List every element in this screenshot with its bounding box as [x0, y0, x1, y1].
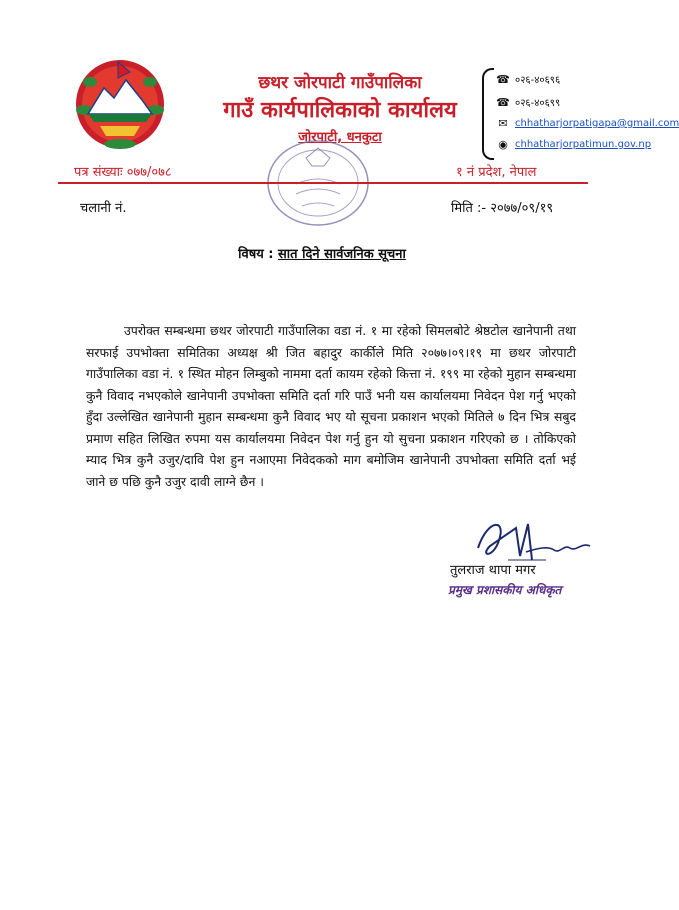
- contact-bracket: [482, 68, 494, 160]
- signer-name: तुलराज थापा मगर: [450, 563, 536, 578]
- office-name: गाउँ कार्यपालिकाको कार्यालय: [223, 98, 457, 123]
- reference-number: पत्र संख्याः ०७७/०७८: [74, 165, 172, 180]
- subject-text: सात दिने सार्वजनिक सूचना: [278, 247, 406, 262]
- phone-icon: ☎: [496, 72, 510, 86]
- office-location: जोरपाटी, धनकुटा: [298, 130, 382, 145]
- municipality-name: छथर जोरपाटी गाउँपालिका: [258, 73, 422, 93]
- contact-email[interactable]: ✉ chhatharjorpatigapa@gmail.com: [496, 117, 679, 130]
- nepal-emblem-logo: [66, 52, 174, 152]
- letter-body: [86, 320, 576, 492]
- header-divider: [58, 182, 588, 184]
- subject-line: [160, 244, 484, 262]
- phone-icon: ☎: [496, 95, 510, 109]
- dispatch-number: चलानी नं.: [80, 201, 127, 216]
- email-icon: ✉: [498, 117, 508, 130]
- province-label: १ नं प्रदेश, नेपाल: [456, 165, 537, 180]
- body-paragraph: उपरोक्त सम्बन्धमा छथर जोरपाटी गाउँपालिका वडा नं. १ मा रहेको सिमलबोटे श्रेष्ठटोल खानेपानी तथा सरफाई उपभोक्ता समितिका अध्यक्ष श्री जित बहादुर कार्कीले मिति २०७७।०९।१९ मा छथर जोरपाटी गाउँपालिका वडा नं. १ स्थित मोहन लिम्बुको नाममा दर्ता कायम रहेको कित्ता नं. १९९ मा रहेको मुहान सम्बन्धमा कुनै विवाद नभएकोले खानेपानी उपभोक्ता समिति दर्ता गरि पाउँ भनी यस कार्यालयमा निवेदन पेश गर्नु भएको हुँदा उल्लेखित खानेपानी मुहान सम्बन्धमा कुनै विवाद भए यो सूचना प्रकाशन भएको मितिले ७ दिन भित्र सबुद प्रमाण सहित लिखित रुपमा यस कार्यालयमा निवेदन पेश गर्नु हुन यो सुचना प्रकाशन गरिएको छ । तोकिएको म्याद भित्र कुनै उजुर/दावि पेश हुन नआएमा निवेदकको माग बमोजिम खानेपानी उपभोक्ता समिति दर्ता भई जाने छ पछि कुनै उजुर दावी लाग्ने छैन ।: [86, 323, 576, 489]
- signer-title-stamp: प्रमुख प्रशासकीय अधिकृत: [448, 583, 562, 597]
- contact-phone-1: ☎ ०२६-४०६९६: [496, 72, 561, 86]
- letter-date: मिति :- २०७७/०९/१९: [451, 201, 554, 216]
- contact-phone-2: ☎ ०२६-४०६९९: [496, 95, 561, 109]
- contact-website[interactable]: ◉ chhatharjorpatimun.gov.np: [496, 138, 651, 151]
- globe-icon: ◉: [498, 138, 508, 151]
- subject-label: विषय :: [238, 247, 274, 262]
